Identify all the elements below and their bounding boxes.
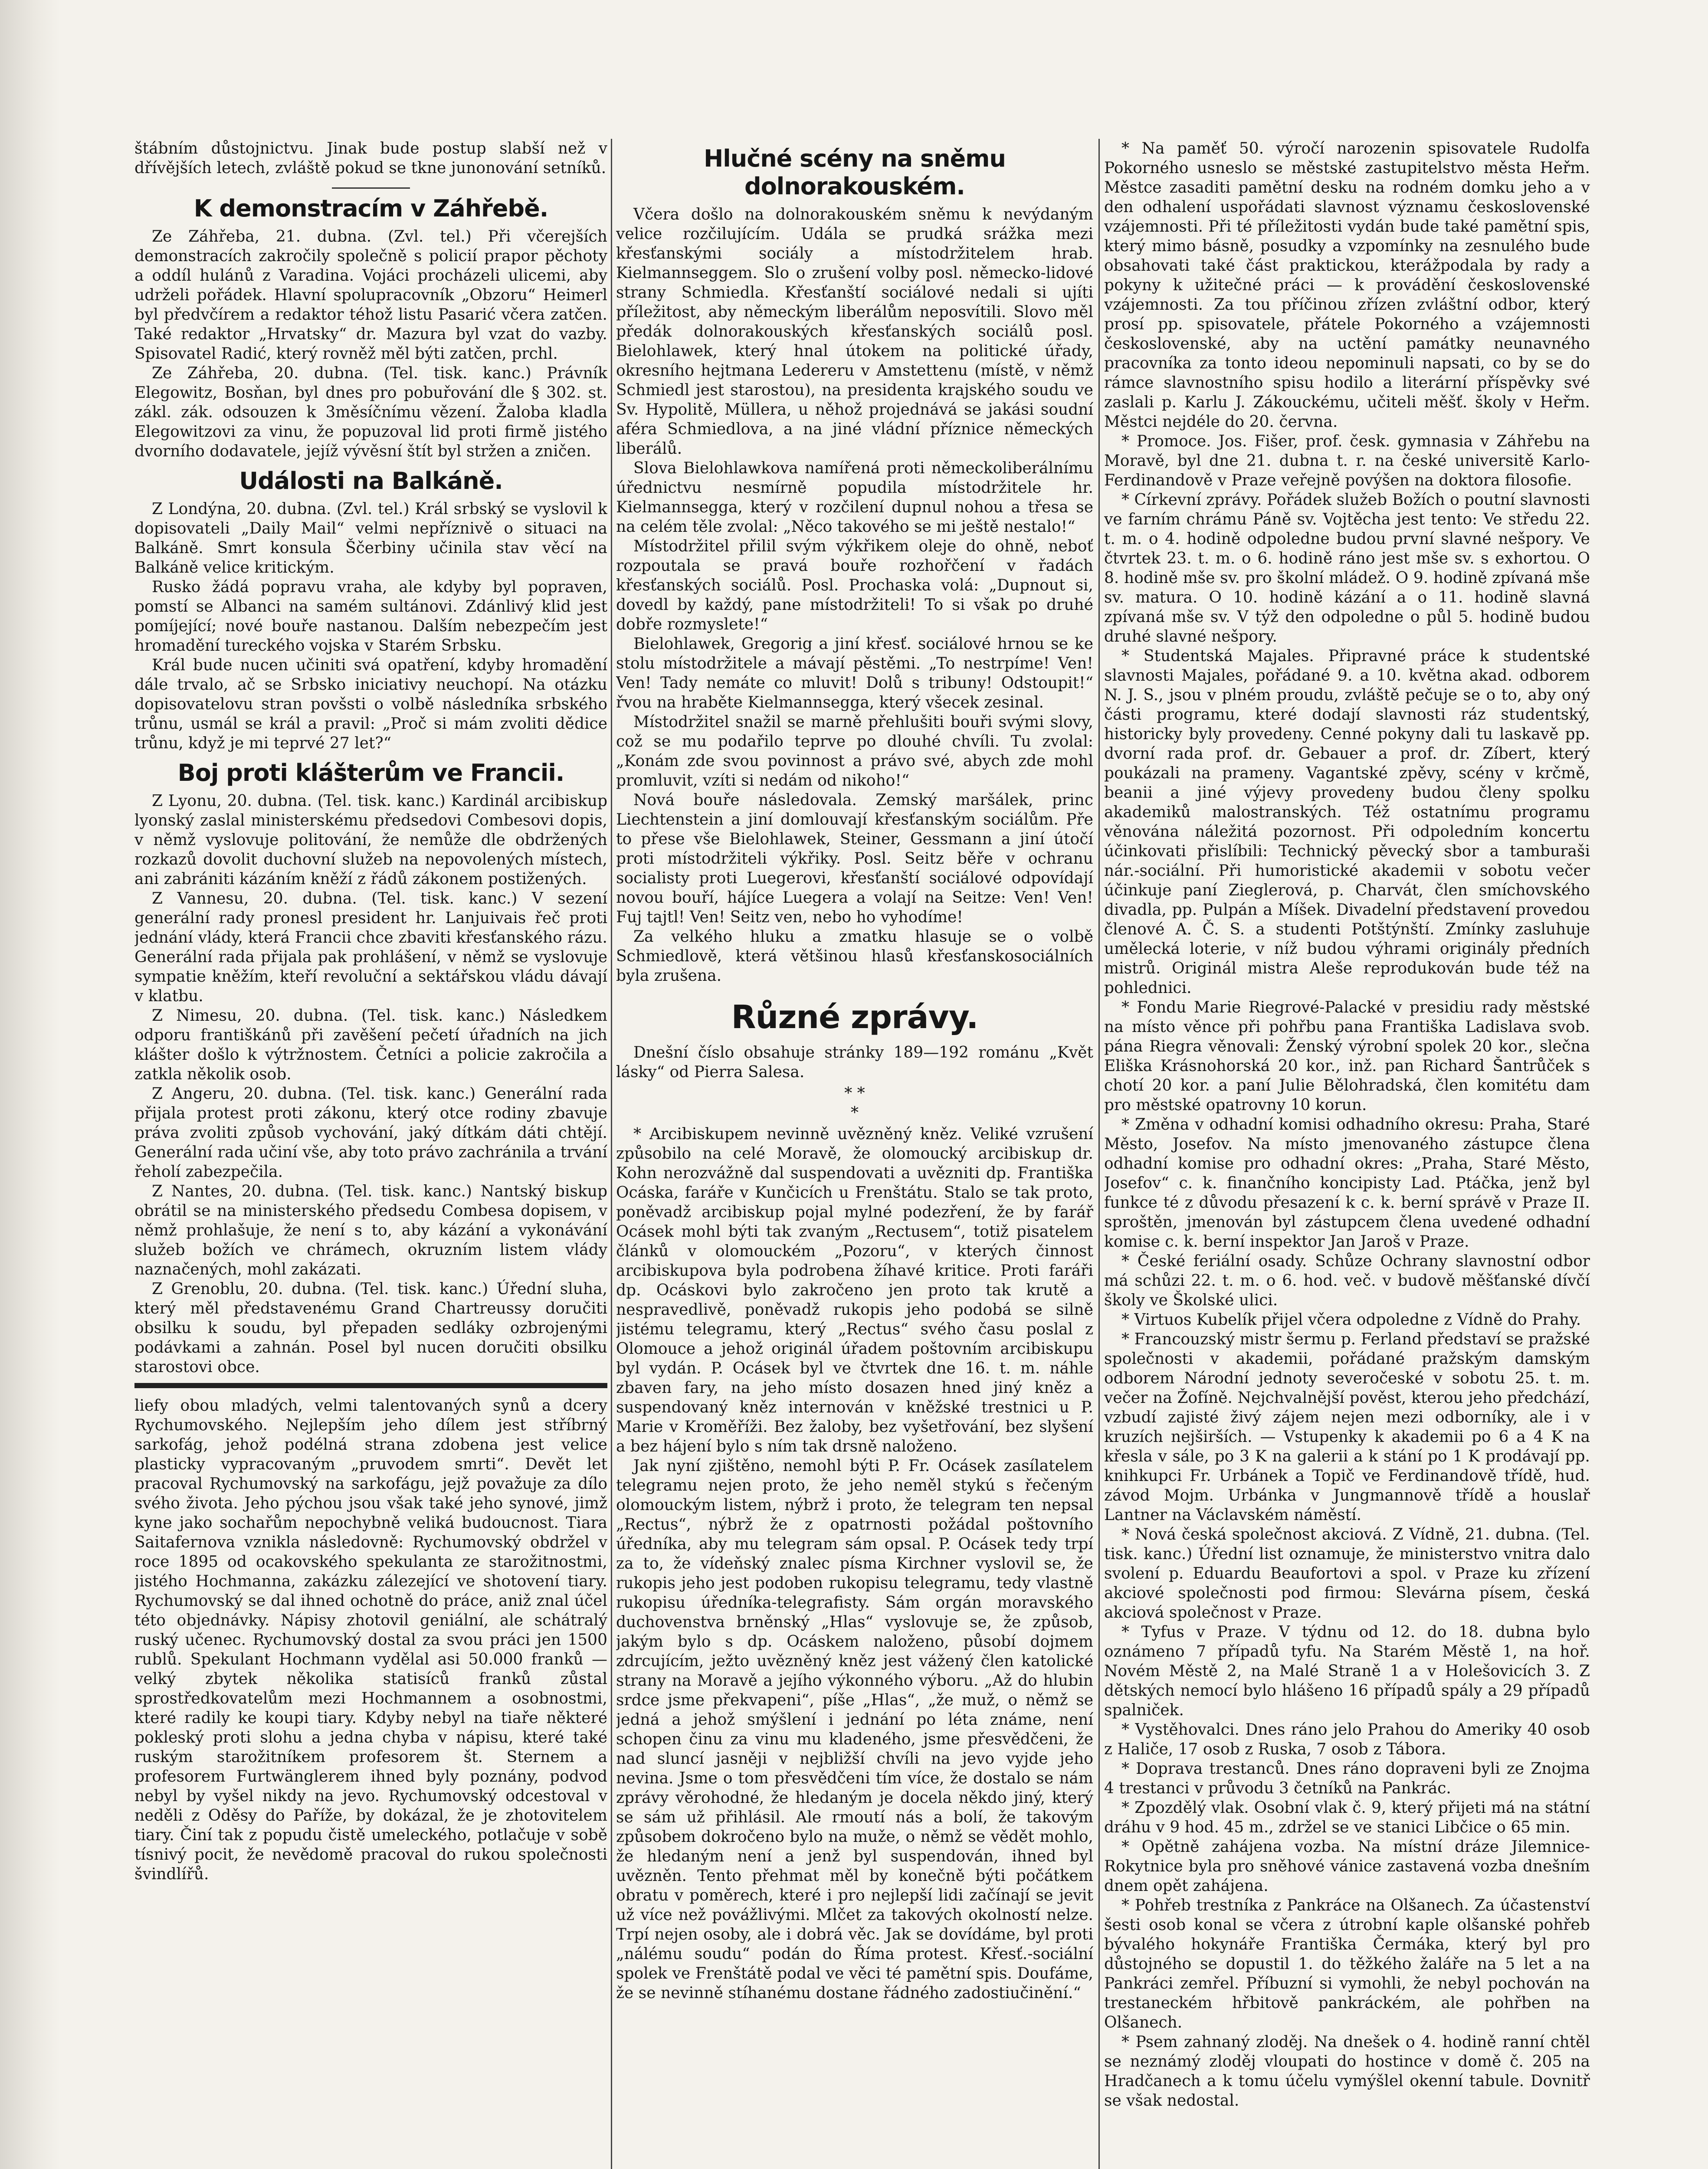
news-item: * Fondu Marie Riegrové-Palacké v presidiu rady městské na místo věnce při pohřbu pana Františka Ladislava svob. pána Riegra věnovali: Ženský výrobní spolek 20 kor., slečna Eliška Krásnohorská 20 kor., inž. pan Richard Šantrůček s chotí 20 kor. a paní Julie Bělohradská, člen komitétu dam pro městské opatrovny 10 korun.	[1104, 999, 1590, 1114]
news-item: * Opětně zahájena vozba. Na místní dráze Jilemnice-Rokytnice byla pro sněhové vánice zastavená vozba dnešním dnem opět zahájena.	[1104, 1838, 1590, 1895]
news-item: * Zpozdělý vlak. Osobní vlak č. 9, který přijeti má na státní dráhu v 9 hod. 45 m., zdržel se ve stanici Libčice o 65 min.	[1104, 1799, 1590, 1836]
news-item: Z Londýna, 20. dubna. (Zvl. tel.) Král srbský se vyslovil k dopisovateli „Daily Mail“ velmi nepříznivě o situaci na Balkáně. Smrt konsula Ščerbiny učinila stav věcí na Balkáně velice kritickým.	[134, 500, 607, 577]
news-item: * Studentská Majales. Připravné práce k studentské slavnosti Majales, pořádané 9. a 10. května akad. odborem N. J. S., jsou v plném proudu, zvláště pečuje se o to, aby oný části programu, které dodají slavnosti ráz studentský, historicky byly provedeny. Cenné pokyny dali tu laskavě pp. dvorní rada prof. dr. Gebauer a prof. dr. Zíbert, který poukázali na prameny. Vagantské zpěvy, scény v krčmě, beanii a jiné výjevy provedeny budou členy spolku akademiků malostranských. Též ostatnímu programu věnována náležitá pozornost. Při odpoledním koncertu účinkovati přislíbili: Technický pěvecký sbor a tamburaši nár.-sociální. Při humoristické akademii v sobotu večer účinkuje paní Zieglerová, p. Charvát, člen smíchovského divadla, pp. Pulpán a Míšek. Divadelní představení provedou členové A. Č. S. a studenti Potštýnští. Zmínky zasluhuje umělecká loterie, v níž budou výhrami originály předních mistrů. Originál mistra Aleše reprodukován bude též na pohlednici.	[1104, 647, 1590, 997]
news-item: Z Grenoblu, 20. dubna. (Tel. tisk. kanc.) Úřední sluha, který měl představenému Grand Chartreussy doručiti obsilku k soudu, byl přepaden sedláky ozbrojenými podávkami a zahnán. Posel byl nucen doručiti obsilku starostovi obce.	[134, 1280, 607, 1376]
headline-sneme: Hlučné scény na sněmu dolnorakouském.	[704, 145, 1006, 200]
page-edge	[0, 0, 61, 2169]
column-left	[134, 139, 607, 2169]
news-item: Včera došlo na dolnorakouském sněmu k nevýdaným velice rozčilujícím. Udála se prudká srážka mezi křesťanskými sociály a místodržitelem hrab. Kielmannseggem. Slo o zrušení volby posl. německo-lidové strany Schmiedla. Křesťanští sociálové nedali si ujíti příležitost, aby německým liberálům neposvítili. Slovo měl předák dolnorakouských křesťanských sociálů posl. Bielohlawek, který hnal útokem na politické úřady, okresního hejtmana Ledereru v Amstettenu (místě, v němž Schmiedl jest starostou), na presidenta krajského soudu ve Sv. Hypolitě, Müllera, u něhož projednává se jakási soudní aféra Schmiedlova, a na jiné vládní příznice německých liberálů.	[616, 206, 1093, 458]
news-item: Z Angeru, 20. dubna. (Tel. tisk. kanc.) Generální rada přijala protest proti zákonu, který otce rodiny zbavuje práva zvoliti způsob vychování, jaký dítkám dáti chtějí. Generální rada učiní vše, aby toto právo zachránila a trvání řeholí zabezpečila.	[134, 1085, 607, 1181]
article-continuation: štábním důstojnictvu. Jinak bude postup slabší než v dřívějších letech, zvláště pokud se tkne junonování setníků.	[134, 140, 607, 177]
news-item: Ze Záhřeba, 21. dubna. (Zvl. tel.) Při včerejších demonstracích zakročily společně s policií prapor pěchoty a oddíl hulánů z Varadina. Vojáci procházeli ulicemi, aby udrželi pořádek. Hlavní spolupracovník „Obzoru“ Heimerl byl předvčírem a redaktor téhož listu Pasarić včera zatčen. Také redaktor „Hrvatsky“ dr. Mazura byl vzat do vazby. Spisovatel Radić, který rovněž měl býti zatčen, prchl.	[134, 228, 607, 363]
news-item: * Církevní zprávy. Pořádek služeb Božích o poutní slavnosti ve farním chrámu Páně sv. Vojtěcha jest tento: Ve středu 22. t. m. o 4. hodině odpoledne budou první slavné nešpory. Ve čtvrtek 23. t. m. o 6. hodině ráno jest mše sv. s exhortou. O 8. hodině mše sv. pro školní mládež. O 9. hodině zpívaná mše sv. matura. O 10. hodině kázání a o 11. hodině slavná zpívaná mše sv. V týž den odpoledne o půl 5. hodině budou druhé slavné nešpory.	[1104, 491, 1590, 645]
feuilleton-divider	[134, 1383, 607, 1388]
asterism: * * *	[844, 1084, 865, 1122]
column-right	[1104, 139, 1590, 2169]
news-item: Místodržitel snažil se marně přehlušiti bouři svými slovy, což se mu podařilo teprve po dlouhé chvíli. Tu zvolal: „Konám zde svou povinnost a právo své, abych zde mohl promluvit, vzíti si nedám od nikoho!“	[616, 713, 1093, 790]
news-item: Slova Bielohlawkova namířená proti německoliberálnímu úřednictvu nesmírně popudila místodržitele hr. Kielmannsegga, který v rozčilení dupnul nohou a třesa se na celém těle zvolal: „Něco takového se mi ještě nestalo!“	[616, 459, 1093, 536]
separator-rule	[332, 187, 410, 189]
headline-zagreb: K demonstracím v Záhřebě.	[193, 195, 548, 222]
news-item: Z Lyonu, 20. dubna. (Tel. tisk. kanc.) Kardinál arcibiskup lyonský zaslal ministerskému předsedovi Combesovi dopis, v němž vyslovuje politování, že nemůže dle obdržených rozkazů dovolit duchovní služeb na nepovolených místech, ani zabrániti kázáním kněží z řádů zákonem postižených.	[134, 792, 607, 888]
news-item: * Vystěhovalci. Dnes ráno jelo Prahou do Ameriky 40 osob z Haliče, 17 osob z Ruska, 7 osob z Tábora.	[1104, 1721, 1590, 1758]
news-item: Rusko žádá popravu vraha, ale kdyby byl popraven, pomstí se Albanci na samém sultánovi. Zdánlivý klid jest pomíjející; nové bouře nastanou. Dalším nebezpečím jest hromadění tureckého vojska v Starém Srbsku.	[134, 578, 607, 655]
news-item: Jak nyní zjištěno, nemohl býti P. Fr. Ocásek zasílatelem telegramu nejen proto, že jeho neměl stykú s řečeným olomouckým listem, nýbrž i proto, že telegram ten nepsal „Rectus“, nýbrž že z opatrnosti požádal poštovního úředníka, aby mu telegram sám opsal. P. Ocásek tedy trpí za to, že vídeňský znalec písma Kirchner vyslovil se, že rukopis jeho jest podoben rukopisu telegramu, tedy vlastně rukopisu úředníka-telegrafisty. Sám orgán moravského duchovenstva brněnský „Hlas“ vyslovuje se, že způsob, jakým bylo s dp. Ocáskem naloženo, působí dojmem zdrcujícím, ježto uvězněný kněz jest vážený člen katolické strany na Moravě a jejího výkonného výboru. „Až do hlubin srdce jsme překvapeni“, píše „Hlas“, „že muž, o němž se jedná a jehož smýšlení i jednání po léta známe, není schopen činu za vinu mu kladeného, jsme přesvědčeni, že nad sluncí jasněji v nejbližší chvíli na jevo vyjde jeho nevina. Jsme o tom přesvědčeni tím více, že dostalo se nám zprávy věrohodné, že hledaným je docela někdo jiný, který se sám už přihlásil. Ale rmoutí nás a bolí, že takovým způsobem dokročeno bylo na muže, o němž se vědět mohlo, že hledaným není a jenž byl suspendován, ihned byl uvězněn. Tento přehmat měl by konečně býti počátkem obratu v poměrech, které i pro nejlepší lidi začínají se jevit už více než povážlivými. Mlčet za takových okolností nelze. Trpí nejen osoby, ale i dobrá věc. Jak se dovídáme, byl proti „nálému soudu“ podán do Říma protest. Křesť.-sociální spolek ve Frenštátě podal ve věci té pamětní spis. Doufáme, že se nevinně stíhanému dostane řádného zadostiučinění.“	[616, 1457, 1093, 2002]
news-item: Nová bouře následovala. Zemský maršálek, princ Liechtenstein a jiní domlouvají křesťanským sociálům. Pře to přese vše Bielohlawek, Steiner, Gessmann a jiní útočí proti místodržiteli výkřiky. Posl. Seitz běře v ochranu socialisty proti Luegerovi, křesťanští sociálové odpovídají novou bouří, hájíce Luegera a volají na Seitze: Ven! Ven! Fuj tajtl! Ven! Seitz ven, nebo ho vyhodíme!	[616, 791, 1093, 926]
news-item: * Tyfus v Praze. V týdnu od 12. do 18. dubna bylo oznámeno 7 případů tyfu. Na Starém Městě 1, na hoř. Novém Městě 2, na Malé Straně 1 a v Holešovicích 3. Z dětských nemocí bylo hlášeno 16 případů spály a 29 případů spalniček.	[1104, 1623, 1590, 1719]
news-item: * Změna v odhadní komisi odhadního okresu: Praha, Staré Město, Josefov. Na místo jmenovaného zástupce člena odhadní komise pro odhadní okres: „Praha, Staré Město, Josefov“ c. k. finančního koncipisty Lad. Ptáčka, jenž byl funkce té z důvodu přesazení k c. k. berní správě v Praze II. sproštěn, jmenován byl zástupcem člena uvedené odhadní komise c. k. berní inspektor Jan Jaroš v Praze.	[1104, 1116, 1590, 1251]
headline-balkan: Události na Balkáně.	[239, 467, 503, 495]
news-item: Bielohlawek, Gregorig a jiní křesť. sociálové hrnou se ke stolu místodržitele a mávají pěstěmi. „To nestrpíme! Ven! Ven! Tady nemáte co mluvit! Dolů s tribuny! Odstoupit!“ řvou na hraběte Kielmannsegga, který všecek zesinal.	[616, 635, 1093, 711]
news-item: Z Vannesu, 20. dubna. (Tel. tisk. kanc.) V sezení generální rady pronesl president hr. Lanjuivais řeč proti jednání vlády, která Francii chce zbaviti křesťanského rázu. Generální rada přijala pak prohlášení, v němž se vyslovuje sympatie kněžím, kteří revoluční a sektářskou vládu dávají v klatbu.	[134, 890, 607, 1005]
news-item: * Arcibiskupem nevinně uvězněný kněz. Veliké vzrušení způsobilo na celé Moravě, že olomoucký arcibiskup dr. Kohn nerozvážně dal suspendovati a uvězniti dp. Františka Ocáska, faráře v Kunčicích u Frenštátu. Stalo se tak proto, poněvadž arcibiskup pojal mylné podezření, že by farář Ocásek mohl býti tak zvaným „Rectusem“, totiž pisatelem článků v olomouckém „Pozoru“, v kterých činnost arcibiskupova byla podrobena žíhavé kritice. Proti faráři dp. Ocáskovi bylo zakročeno jen proto tak krutě a nespravedlivě, poněvadž rukopis jeho podobá se silně jistému telegramu, který „Rectus“ svého času poslal z Olomouce a jehož originál úřadem poštovním arcibiskupu byl vydán. P. Ocásek byl ve čtvrtek dne 16. t. m. náhle zbaven fary, na jeho místo dosazen hned jiný kněz a suspendovaný kněz internován v kněžské trestnici u P. Marie v Kroměříži. Bez žaloby, bez vyšetřování, bez slyšení a bez hájení bylo s ním tak drsně naloženo.	[616, 1125, 1093, 1455]
news-item: * Psem zahnaný zloděj. Na dnešek o 4. hodině ranní chtěl se neznámý zloděj vloupati do hostince v domě č. 205 na Hradčanech a k tomu účelu vymýšlel okenní tabule. Dovnitř se však nedostal.	[1104, 2033, 1590, 2110]
feuilleton-text: liefy obou mladých, velmi talentovaných synů a dcery Rychumovského. Nejlepším jeho dílem jest stříbrný sarkofág, jehož podélná strana zdobena jest velice plasticky vypracovaným „pruvodem smrti“. Devět let pracoval Rychumovský na sarkofágu, jejž považuje za dílo svého života. Jeho pýchou jsou však také jeho synové, jimž kyne jako sochařům nepochybně veliká budoucnost. Tiara Saitafernova vznikla následovně: Rychumovský obdržel v roce 1895 od ocakovského spekulanta ze starožitnostmi, jistého Hochmanna, zakázku zálezející ve shotovení tiary. Rychumovský se dal ihned ochotně do práce, aniž znal účel této objednávky. Nápisy zhotovil geniální, ale schátralý ruský učenec. Rychumovský dostal za svou práci jen 1500 rublů. Spekulant Hochmann vydělal asi 50.000 franků — velký zbytek několika statisíců franků zůstal sprostředkovatelům mezi Hochmannem a osobnostmi, které radily ke koupi tiary. Kdyby nebyl na tiaře některé pokleský proti slohu a jedna chyba v nápisu, které také ruským starožitníkem profesorem št. Sternem a profesorem Furtwänglerem ihned byly poznány, podvod nebyl by vyšel nikdy na jevo. Rychumovský odcestoval v neděli z Oděsy do Paříže, by dokázal, že je zhotovitelem tiary. Činí tak z popudu čistě umeleckého, potlačuje v sobě tísnivý pocit, že nevědomě pracoval do rukou společnosti švindlířů.	[134, 1397, 607, 1883]
news-item: Místodržitel přilil svým výkřikem oleje do ohně, neboť rozpoutala se pravá bouře rozhořčení v řadách křesťanských sociálů. Posl. Prochaska volá: „Dupnout si, dovedl by každý, pane místodržiteli! To si však po druhé dobře rozmyslete!“	[616, 537, 1093, 633]
headline-france: Boj proti klášterům ve Francii.	[177, 759, 564, 786]
headline-ruzne-zpravy: Různé zprávy.	[731, 999, 978, 1036]
news-item: Ze Záhřeba, 20. dubna. (Tel. tisk. kanc.) Právník Elegowitz, Bosňan, byl dnes pro pobuřování dle § 302. st. zákl. zák. odsouzen k 3měsíčnímu vězení. Žaloba kladla Elegowitzovi za vinu, že popuzoval lid proti firmě jistého dvorního dodavatele, jejíž vývěsní štít byl stržen a zničen.	[134, 364, 607, 460]
news-item: Z Nimesu, 20. dubna. (Tel. tisk. kanc.) Následkem odporu františkánů při zavěšení pečetí úřadních na jich klášter došlo k výtržnostem. Četníci a policie zakročila a zatkla několik osob.	[134, 1007, 607, 1083]
news-item: Z Nantes, 20. dubna. (Tel. tisk. kanc.) Nantský biskup obrátil se na ministerského předsedu Combesa dopisem, v němž prohlašuje, že není s to, aby kázání a vykonávání služeb božích ve chrámech, okruzním listem vlády naznačených, mohl zakázati.	[134, 1183, 607, 1278]
news-item: * Pohřeb trestníka z Pankráce na Olšanech. Za účastenství šesti osob konal se včera z útrobní kaple olšanské pohřeb bývalého hokynáře Františka Čermáka, který byl pro důstojného se dopustil 1. do těžkého žaláře na 5 let a na Pankráci zemřel. Příbuzní si vymohli, že nebyl pochován na trestaneckém hřbitově pankráckém, ale pohřben na Olšanech.	[1104, 1897, 1590, 2031]
news-item: * Doprava trestanců. Dnes ráno dopraveni byli ze Znojma 4 trestanci v průvodu 3 četníků na Pankrác.	[1104, 1760, 1590, 1797]
news-item: * Na paměť 50. výročí narozenin spisovatele Rudolfa Pokorného usneslo se městské zastupitelstvo města Heřm. Městce zasaditi pamětní desku na rodném domku jeho a v den odhalení uspořádati slavnost významu československé vzájemnosti. Při té příležitosti vydán bude také pamětní spis, který mimo básně, posudky a vzpomínky na zesnulého bude obsahovati také část praktickou, kterážpodala by rady a pokyny k užitečné práci — k provádění československé vzájemnosti. Za tou příčinou zřízen zvláštní odbor, který prosí pp. spisovatele, přátele Pokorného a vzájemnosti československé, aby na uctění památky neunavného pracovníka za tonto ideou nepominuli napsati, co by se do rámce slavnostního spisu hodilo a literární příspěvky své zaslali p. Karlu J. Zákouckému, učiteli měšť. školy v Heřm. Městci nejdéle do 20. června.	[1104, 140, 1590, 431]
novel-notice: Dnešní číslo obsahuje stránky 189—192 románu „Květ lásky“ od Pierra Salesa.	[616, 1044, 1093, 1081]
news-item: * Virtuos Kubelík přijel včera odpoledne z Vídně do Prahy.	[1121, 1311, 1581, 1329]
news-item: Král bude nucen učiniti svá opatření, kdyby hromadění dále trvalo, ač se Srbsko iniciativy neuchopí. Na otázku dopisovatelovu stran povšsti o volbě následníka srbského trůnu, usmál se král a pravil: „Proč si mám zvoliti dědice trůnu, když je mi teprvé 27 let?“	[134, 656, 607, 752]
news-item: Za velkého hluku a zmatku hlasuje se o volbě Schmiedlově, která většinou hlasů křesťanskosociálních byla zrušena.	[616, 928, 1093, 985]
column-rule	[1098, 139, 1100, 2169]
news-item: * Nová česká společnost akciová. Z Vídně, 21. dubna. (Tel. tisk. kanc.) Úřední list oznamuje, že ministerstvo vnitra dalo svolení p. Eduardu Beaufortovi a spol. v Praze ku zřízení akciové společnosti pod firmou: Slevárna písem, česká akciová společnost v Praze.	[1104, 1526, 1590, 1622]
news-item: * České feriální osady. Schůze Ochrany slavnostní odbor má schůzi 22. t. m. o 6. hod. več. v budově měšťanské dívčí školy ve Školské ulici.	[1104, 1252, 1590, 1309]
column-rule	[611, 139, 612, 2169]
news-item: * Promoce. Jos. Fišer, prof. česk. gymnasia v Záhřebu na Moravě, byl dne 21. dubna t. r. na české universitě Karlo-Ferdinandově v Praze veřejně povýšen na doktora filosofie.	[1104, 432, 1590, 489]
column-middle	[616, 139, 1093, 2169]
news-item: * Francouzský mistr šermu p. Ferland představí se pražské společnosti v akademii, pořádané pražským damským odborem Národní jednoty severočeské v sobotu 25. t. m. večer na Žofíně. Nejchvalnější pověst, kterou jeho předchází, vzbudí zajisté živý zájem nejen mezi odborníky, ale i v kruzích nejširších. — Vstupenky k akademii po 6 a 4 K na křesla v sále, po 3 K na galerii a k stání po 1 K prodávají pp. knihkupci Fr. Urbánek a Topič ve Ferdinandově třídě, hud. závod Mojm. Urbánka v Jungmannově třídě a houslař Lantner na Václavském náměstí.	[1104, 1330, 1590, 1524]
